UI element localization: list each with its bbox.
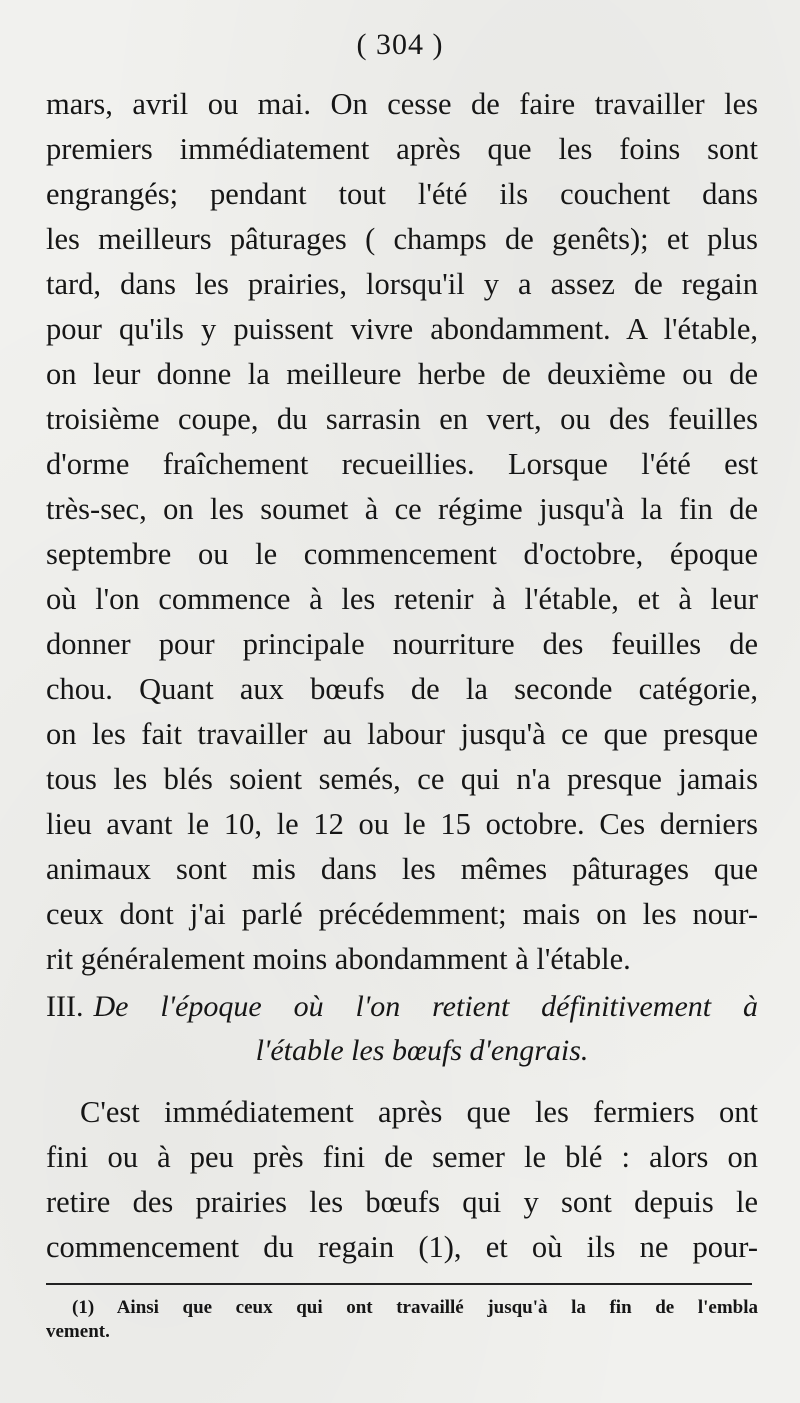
text-line: tard, dans les prairies, lorsqu'il y a assez de regain [46,267,758,301]
text-line: lieu avant le 10, le 12 ou le 15 octobre. Ces derniers [46,807,758,841]
text-line: donner pour principale nourriture des feuilles de [46,627,758,661]
paragraph-continuation [46,82,758,982]
text-line: on leur donne la meilleure herbe de deuxième ou de [46,357,758,391]
footnote-divider [46,1283,752,1285]
text-line: fini ou à peu près fini de semer le blé : alors on [46,1140,758,1174]
section-heading-line [46,985,758,1029]
text-line: ceux dont j'ai parlé précédemment; mais on les nour- [46,897,758,931]
footnote-line: vement. [46,1321,110,1342]
text-line: très-sec, on les soumet à ce régime jusqu'à la fin de [46,492,758,526]
text-line: engrangés; pendant tout l'été ils couchent dans [46,177,758,211]
text-line: les meilleurs pâturages ( champs de genêts); et plus [46,222,758,256]
footnote [46,1296,758,1344]
text-line: tous les blés soient semés, ce qui n'a presque jamais [46,762,758,796]
text-line: où l'on commence à les retenir à l'étable, et à leur [46,582,758,616]
page-number: ( 304 ) [356,28,444,61]
text-line: premiers immédiatement après que les foins sont [46,132,758,166]
text-line: retire des prairies les bœufs qui y sont depuis le [46,1185,758,1219]
text-line: septembre ou le commencement d'octobre, époque [46,537,758,571]
section-heading [46,985,758,1073]
text-line: rit généralement moins abondamment à l'étable. [46,942,631,976]
text-line: on les fait travailler au labour jusqu'à ce que presque [46,717,758,751]
text-line: troisième coupe, du sarrasin en vert, ou des feuilles [46,402,758,436]
section-number: III. [46,990,84,1023]
footnote-line: (1) Ainsi que ceux qui ont travaillé jusqu'à la fin de l'embla [72,1297,758,1318]
text-line: pour qu'ils y puissent vivre abondamment. A l'étable, [46,312,758,346]
text-line: d'orme fraîchement recueillies. Lorsque l'été est [46,447,758,481]
text-line: C'est immédiatement après que les fermiers ont [80,1095,758,1129]
text-line: animaux sont mis dans les mêmes pâturages que [46,852,758,886]
section-title-part: l'étable les bœufs d'engrais. [255,1034,589,1067]
section-title-part: De l'époque où l'on retient définitivement à [93,990,758,1023]
text-line: chou. Quant aux bœufs de la seconde catégorie, [46,672,758,706]
paragraph [46,1090,758,1270]
text-line: commencement du regain (1), et où ils ne pour- [46,1230,758,1264]
text-line: mars, avril ou mai. On cesse de faire travailler les [46,87,758,121]
